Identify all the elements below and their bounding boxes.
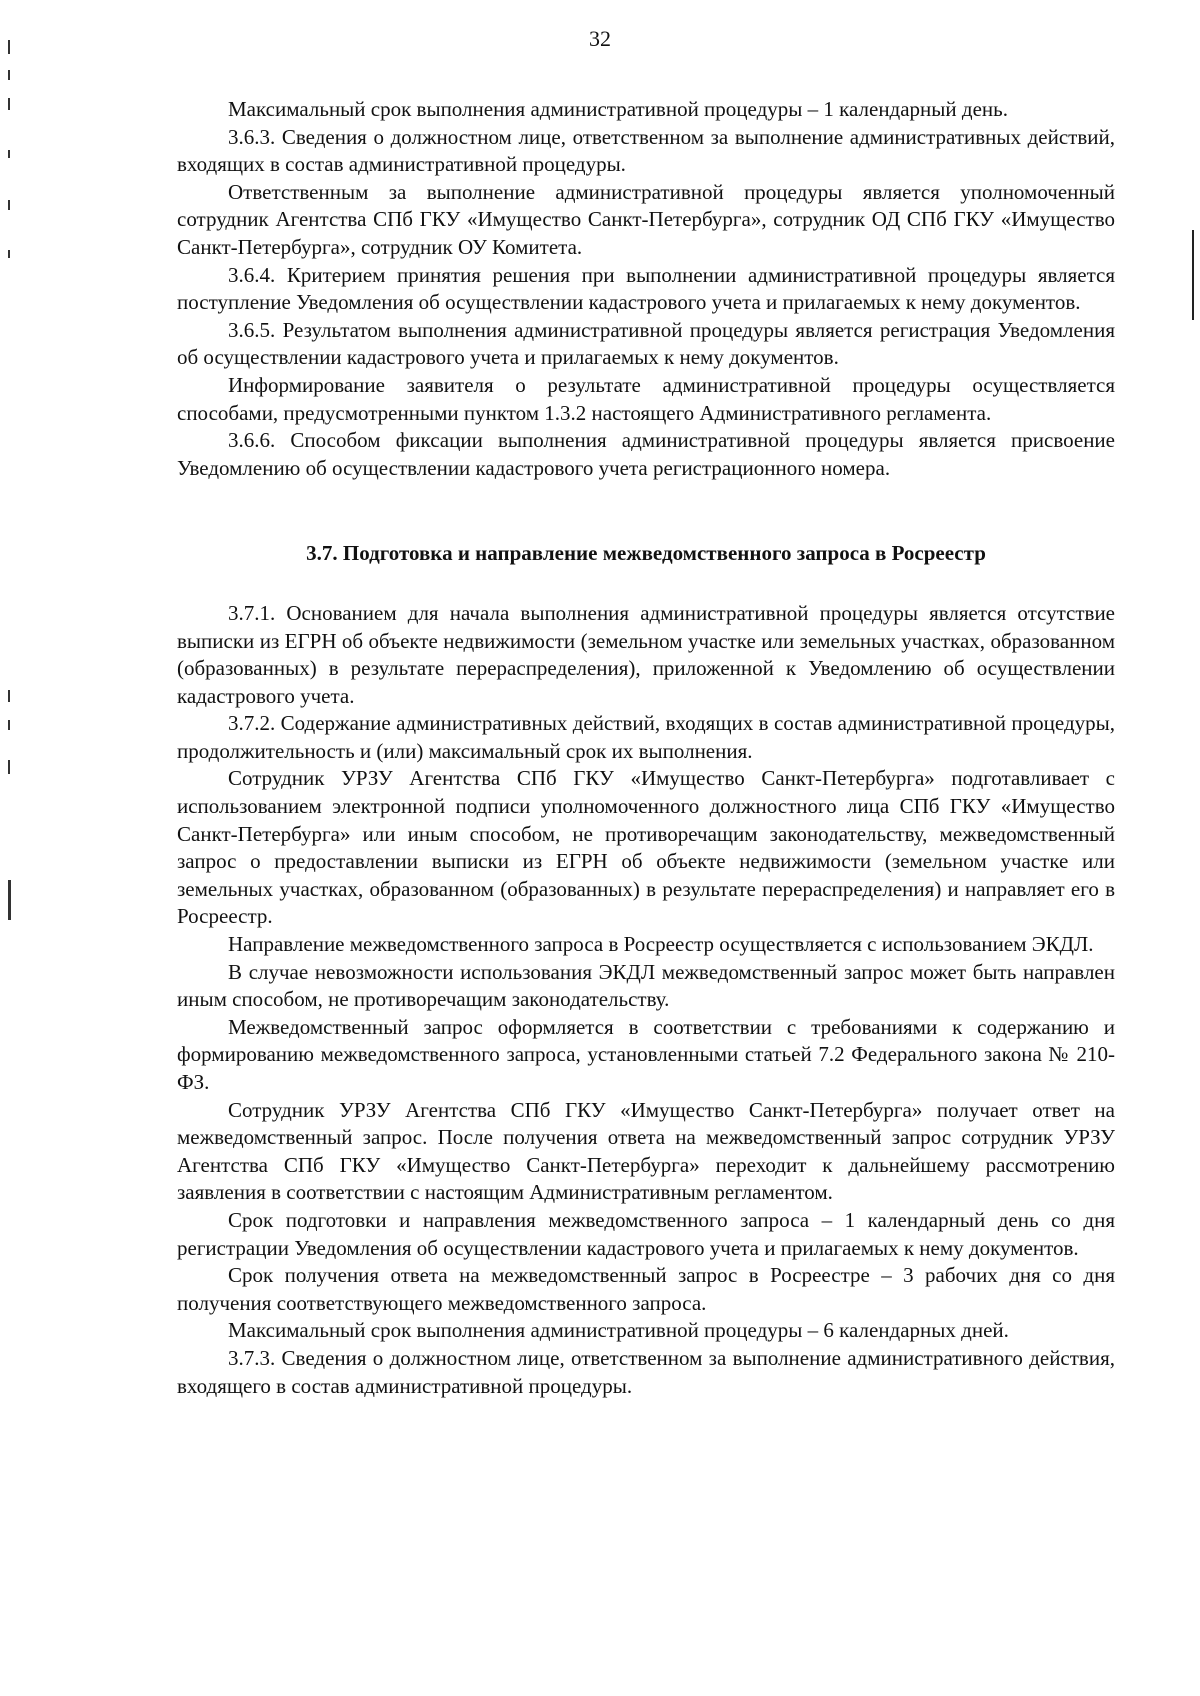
scan-right-edge-mark [1192, 230, 1194, 320]
scan-margin-marks [0, 0, 20, 1696]
paragraph: В случае невозможности использования ЭКДЛ межведомственный запрос может быть направлен иным способом, не противоречащим законодательству. [177, 959, 1115, 1012]
paragraph: Максимальный срок выполнения административной процедуры – 1 календарный день. [228, 97, 1008, 121]
document-body [177, 96, 1115, 1400]
page-number: 32 [589, 26, 611, 51]
paragraph: 3.6.3. Сведения о должностном лице, ответственном за выполнение административных действий, входящих в состав административной процедуры. [177, 124, 1115, 177]
section-heading: 3.7. Подготовка и направление межведомственного запроса в Росреестр [306, 541, 986, 566]
paragraph: 3.6.4. Критерием принятия решения при выполнении административной процедуры является поступление Уведомления об осуществлении кадастрового учета и прилагаемых к нему документов. [177, 262, 1115, 315]
paragraph: Срок получения ответа на межведомственный запрос в Росреестре – 3 рабочих дня со дня получения соответствующего межведомственного запроса. [177, 1263, 1115, 1315]
paragraph: 3.6.6. Способом фиксации выполнения административной процедуры является присвоение Уведомлению об осуществлении кадастрового учета регистрационного номера. [177, 428, 1115, 480]
paragraph: Сотрудник УРЗУ Агентства СПб ГКУ «Имущество Санкт-Петербурга» подготавливает с использованием электронной подписи уполномоченного должностного лица СПб ГКУ «Имущество Санкт-Петербурга» или иным способом, не противоречащим законодательству, межведомственный запрос о предоставлении выписки из ЕГРН об объекте недвижимости (земельном участке или земельных участках, образованном (образованных) в результате перераспределения) и направляет его в Росреестр. [177, 766, 1115, 929]
paragraph: Срок подготовки и направления межведомственного запроса – 1 календарный день со дня регистрации Уведомления об осуществлении кадастрового учета и прилагаемых к нему документов. [177, 1207, 1115, 1260]
paragraph: Сотрудник УРЗУ Агентства СПб ГКУ «Имущество Санкт-Петербурга» получает ответ на межведомственный запрос. После получения ответа на межведомственный запрос сотрудник УРЗУ Агентства СПб ГКУ «Имущество Санкт-Петербурга» переходит к дальнейшему рассмотрению заявления в соответствии с настоящим Административным регламентом. [177, 1097, 1115, 1205]
paragraph: Направление межведомственного запроса в Росреестр осуществляется с использованием ЭКДЛ. [228, 932, 1094, 957]
paragraph: 3.6.5. Результатом выполнения административной процедуры является регистрация Уведомления об осуществлении кадастрового учета и прилагаемых к нему документов. [177, 317, 1115, 370]
paragraph: 3.7.3. Сведения о должностном лице, ответственном за выполнение административного действия, входящего в состав административной процедуры. [177, 1345, 1115, 1398]
paragraph: Межведомственный запрос оформляется в соответствии с требованиями к содержанию и формированию межведомственного запроса, установленными статьей 7.2 Федерального закона № 210-ФЗ. [177, 1014, 1115, 1094]
paragraph: Максимальный срок выполнения административной процедуры – 6 календарных дней. [228, 1318, 1009, 1343]
paragraph: Ответственным за выполнение административной процедуры является уполномоченный сотрудник Агентства СПб ГКУ «Имущество Санкт-Петербурга», сотрудник ОД СПб ГКУ «Имущество Санкт-Петербурга», сотрудник ОУ Комитета. [177, 179, 1115, 259]
paragraph: 3.7.2. Содержание административных действий, входящих в состав административной процедуры, продолжительность и (или) максимальный срок их выполнения. [177, 711, 1115, 763]
paragraph: 3.7.1. Основанием для начала выполнения административной процедуры является отсутствие выписки из ЕГРН об объекте недвижимости (земельном участке или земельных участках, образованном (образованных) в результате перераспределения), приложенной к Уведомлению об осуществлении кадастрового учета. [177, 600, 1115, 708]
paragraph: Информирование заявителя о результате административной процедуры осуществляется способами, предусмотренными пунктом 1.3.2 настоящего Административного регламента. [177, 372, 1115, 425]
